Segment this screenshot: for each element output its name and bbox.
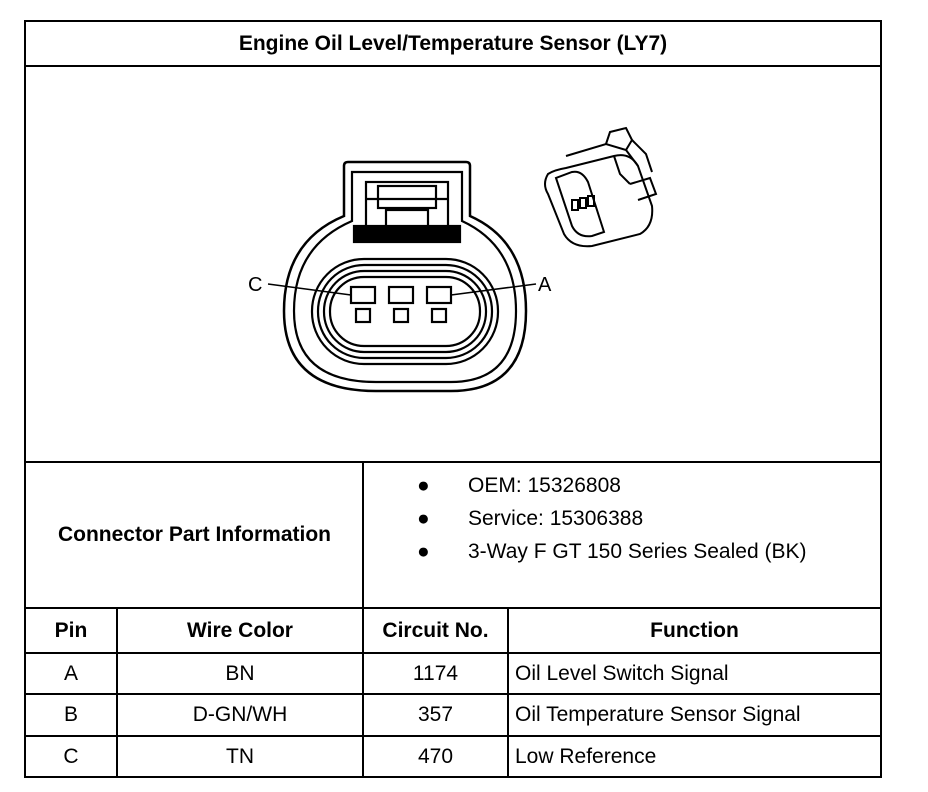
connector-face-drawing — [268, 162, 536, 391]
pin-b: B — [63, 703, 78, 726]
service-part-number: Service: 15306388 — [468, 507, 644, 530]
bullet-icon: ● — [417, 507, 430, 530]
connector-3d-icon — [545, 128, 656, 246]
pin-a: A — [63, 661, 78, 685]
header-circuit-no: Circuit No. — [382, 618, 489, 642]
bullet-icon: ● — [417, 474, 430, 497]
function-b: Oil Temperature Sensor Signal — [515, 703, 801, 726]
connector-diagram — [26, 66, 880, 462]
page-title: Engine Oil Level/Temperature Sensor (LY7) — [238, 32, 668, 55]
pin-label-a: A — [538, 274, 552, 296]
header-pin: Pin — [54, 618, 88, 642]
bullet-icon: ● — [417, 540, 430, 563]
wire-color-b: D-GN/WH — [192, 703, 288, 726]
header-function: Function — [650, 618, 739, 642]
connector-description: 3-Way F GT 150 Series Sealed (BK) — [468, 540, 807, 563]
function-c: Low Reference — [515, 744, 657, 768]
pin-c: C — [63, 744, 79, 768]
connector-part-info-label: Connector Part Information — [57, 523, 331, 546]
circuit-a: 1174 — [412, 661, 459, 685]
wire-color-c: TN — [226, 744, 254, 768]
pin-label-c: C — [248, 274, 263, 296]
wire-color-a: BN — [225, 661, 255, 685]
header-wire-color: Wire Color — [187, 618, 293, 642]
function-a: Oil Level Switch Signal — [515, 661, 729, 685]
circuit-b: 357 — [417, 703, 454, 726]
circuit-c: 470 — [417, 744, 454, 768]
connector-part-info-list — [365, 462, 880, 608]
oem-part-number: OEM: 15326808 — [468, 474, 621, 497]
